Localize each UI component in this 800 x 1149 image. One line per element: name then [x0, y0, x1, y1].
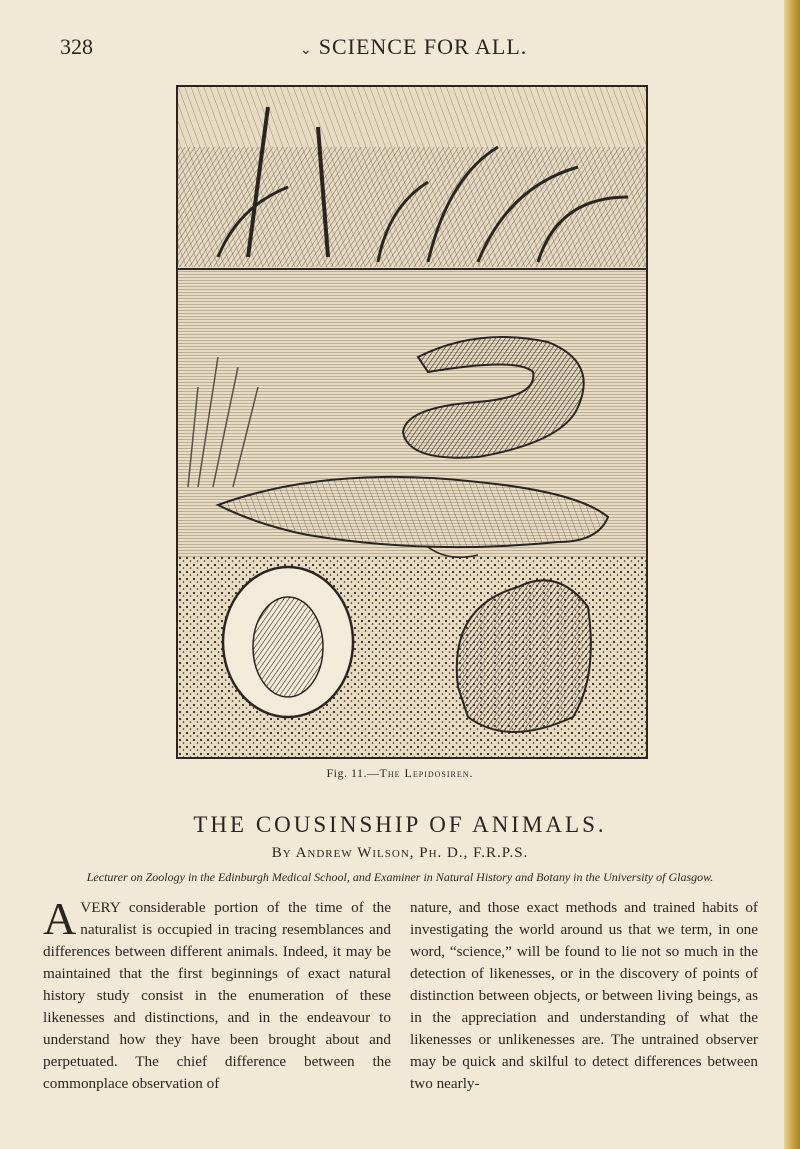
right-column-text: nature, and those exact methods and trained habits of investigating the world around us that we term, in one word, “science,” will be found to lie not so much in the detection of likenesses, or in the discovery of points of distinction between objects, or between living beings, as in the appreciation and understanding of what the likenesses or unlikenesses are. The untrained observer may be quick and skilful to detect differences between two nearly-	[410, 899, 758, 1092]
page-header	[0, 34, 780, 64]
figure-caption	[0, 766, 800, 781]
caption-prefix: Fig. 11.—	[326, 766, 380, 780]
lepidosiren-illustration	[176, 85, 648, 759]
body-column-right	[410, 897, 758, 1095]
page-number: 328	[60, 34, 93, 59]
printer-mark: ⌄	[300, 43, 313, 58]
article-title: THE COUSINSHIP OF ANIMALS.	[193, 812, 607, 837]
author-affiliation: Lecturer on Zoology in the Edinburgh Medical School, and Examiner in Natural History and Botany in the University of Glasgow.	[86, 870, 714, 884]
left-column-text: VERY considerable portion of the time of the naturalist is occupied in tracing resemblances and differences between different animals. Indeed, it may be maintained that the first beginnings of exact natural history study consist in the enumeration of these likenesses and distinctions, and in the endeavour to understand how they have been brought about and perpetuated. The chief difference between the commonplace observation of	[43, 899, 391, 1092]
running-title	[300, 34, 527, 60]
body-column-left	[43, 893, 391, 1095]
drop-cap: A	[43, 893, 77, 944]
cocoon-cavity	[253, 597, 323, 697]
author-byline: By Andrew Wilson, Ph. D., F.R.P.S.	[271, 845, 529, 861]
gilt-page-edge	[784, 0, 800, 1149]
running-title-text: SCIENCE FOR ALL.	[318, 34, 528, 59]
caption-name: The Lepidosiren.	[379, 766, 474, 780]
engraving-svg	[178, 87, 646, 757]
